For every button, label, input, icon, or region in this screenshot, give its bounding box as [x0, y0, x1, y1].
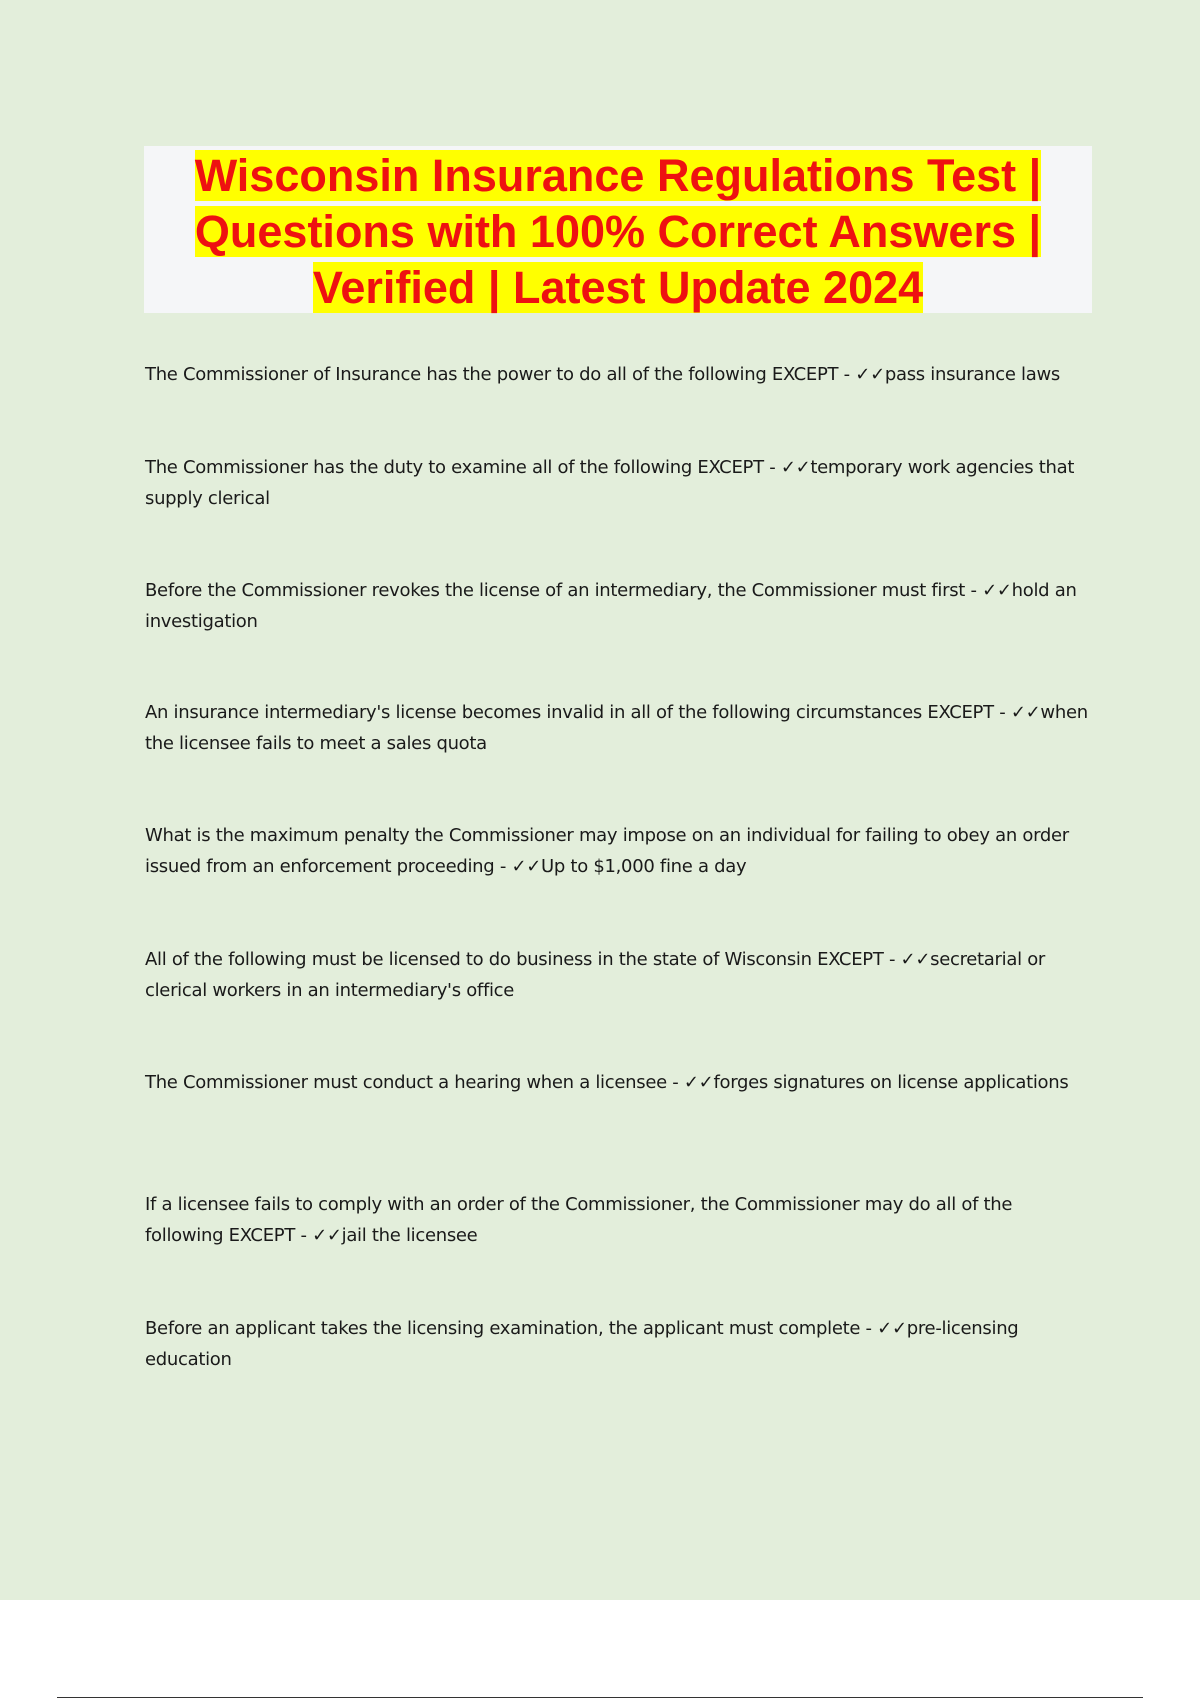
footer-rule	[57, 1697, 1143, 1698]
title-line-3: Verified | Latest Update 2024	[312, 262, 924, 313]
qa-item-6: All of the following must be licensed to do business in the state of Wisconsin EXCEPT - ✓✓secretarial or clerical workers in an intermediary's office	[145, 949, 1046, 1001]
qa-item-7: The Commissioner must conduct a hearing when a licensee - ✓✓forges signatures on license applications	[145, 1072, 1069, 1093]
qa-item-5: What is the maximum penalty the Commissioner may impose on an individual for failing to obey an order issued from an enforcement proceeding - ✓✓Up to $1,000 fine a day	[145, 825, 1069, 877]
qa-item-8: If a licensee fails to comply with an order of the Commissioner, the Commissioner may do all of the following EXCEPT - ✓✓jail the licensee	[145, 1194, 1013, 1246]
qa-item-2: The Commissioner has the duty to examine all of the following EXCEPT - ✓✓temporary work agencies that supply clerical	[145, 457, 1075, 509]
document-title	[144, 148, 1092, 316]
title-line-2: Questions with 100% Correct Answers |	[194, 206, 1042, 257]
qa-item-3: Before the Commissioner revokes the license of an intermediary, the Commissioner must first - ✓✓hold an investigation	[145, 580, 1077, 632]
qa-item-9: Before an applicant takes the licensing examination, the applicant must complete - ✓✓pre-licensing education	[145, 1318, 1019, 1370]
title-line-1: Wisconsin Insurance Regulations Test |	[194, 150, 1042, 201]
qa-item-4: An insurance intermediary's license becomes invalid in all of the following circumstances EXCEPT - ✓✓when the licensee fails to meet a sales quota	[145, 702, 1088, 754]
qa-item-1: The Commissioner of Insurance has the power to do all of the following EXCEPT - ✓✓pass insurance laws	[145, 364, 1060, 385]
